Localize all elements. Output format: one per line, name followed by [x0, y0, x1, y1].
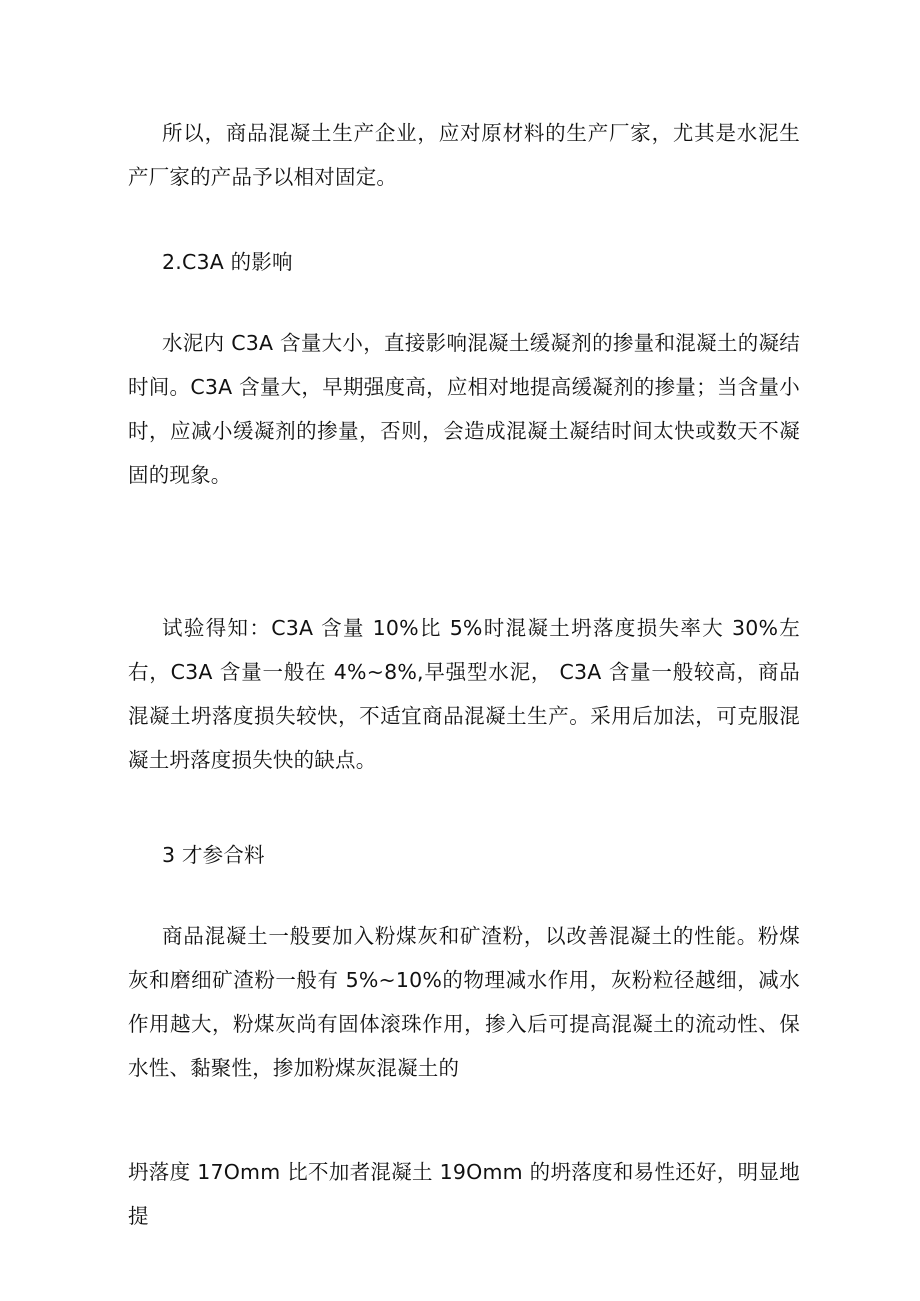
section-heading-c3a-influence: 2.C3A 的影响: [162, 250, 293, 274]
paragraph-slump-comparison: 坍落度 17Omm 比不加者混凝土 19Omm 的坍落度和易性还好，明显地提: [128, 1160, 800, 1228]
section-heading-admixture: 3 才参合料: [162, 843, 265, 867]
paragraph-raw-material-supplier: 所以，商品混凝土生产企业，应对原材料的生产厂家，尤其是水泥生产厂家的产品予以相对固定。: [128, 121, 800, 189]
paragraph-c3a-content: 水泥内 C3A 含量大小，直接影响混凝土缓凝剂的掺量和混凝土的凝结时间。C3A 含量大，早期强度高，应相对地提高缓凝剂的掺量；当含量小时，应减小缓凝剂的掺量，否则，会造成混凝土凝结时间太快或数天不凝固的现象。: [128, 331, 800, 487]
paragraph-fly-ash-slag: 商品混凝土一般要加入粉煤灰和矿渣粉，以改善混凝土的性能。粉煤灰和磨细矿渣粉一般有 5%~10%的物理减水作用，灰粉粒径越细，减水作用越大，粉煤灰尚有固体滚珠作用，掺入后可提高混凝土的流动性、保水性、黏聚性，掺加粉煤灰混凝土的: [128, 924, 800, 1080]
paragraph-c3a-test-results: 试验得知：C3A 含量 10%比 5%时混凝土坍落度损失率大 30%左右，C3A 含量一般在 4%~8%,早强型水泥， C3A 含量一般较高，商品混凝土坍落度损失较快，不适宜商品混凝土生产。采用后加法，可克服混凝土坍落度损失快的缺点。: [128, 616, 800, 772]
